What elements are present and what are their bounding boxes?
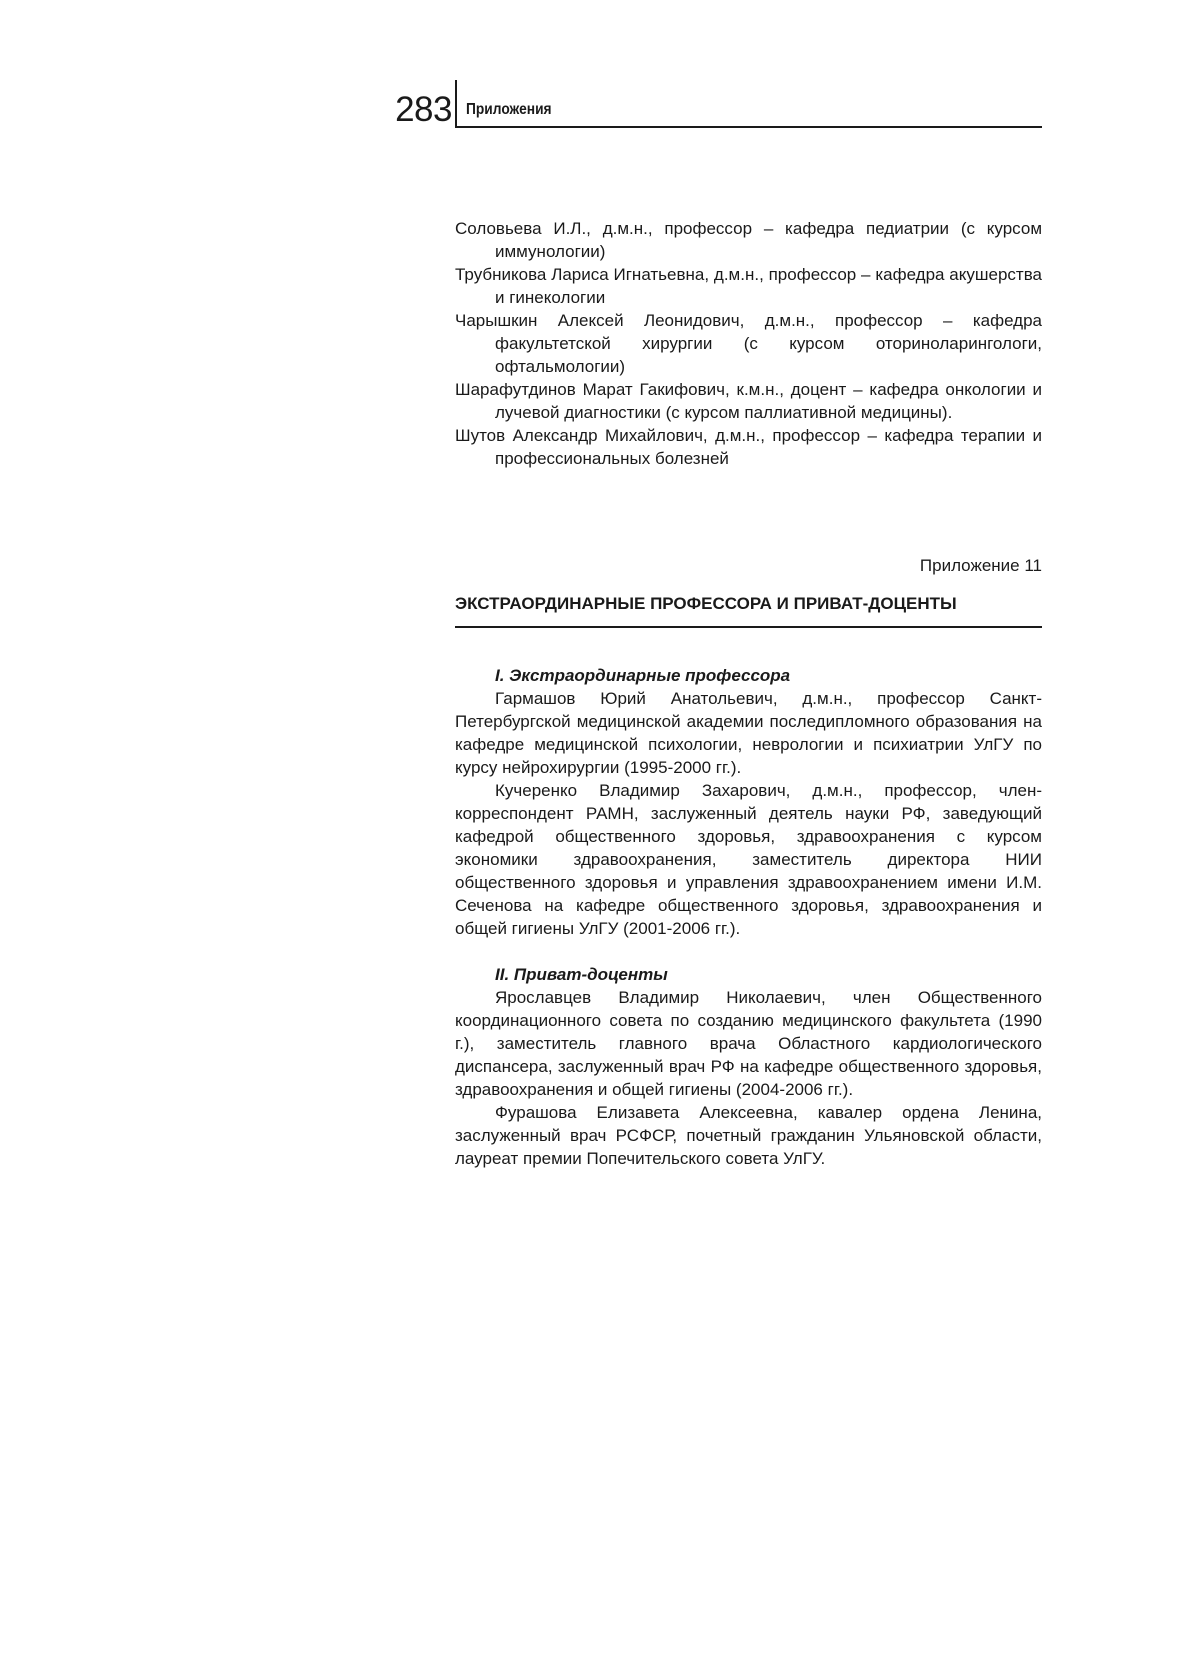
subsection-heading: I. Экстраординарные профессора [495,666,791,685]
biography-paragraph: Гармашов Юрий Анатольевич, д.м.н., профессор Санкт-Петербургской медицинской академии последипломного образования на кафедре медицинской психологии, неврологии и психиатрии УлГУ по курсу нейрохирургии (1995-2000 гг.). [455,689,1042,777]
staff-entry: Шарафутдинов Марат Гакифович, к.м.н., доцент – кафедра онкологии и лучевой диагностики (с курсом паллиативной медицины). [455,380,1042,422]
section-privat-docents [455,963,1042,1170]
page-header [382,80,1042,128]
section-extraordinary-professors [455,664,1042,940]
appendix-title: ЭКСТРАОРДИНАРНЫЕ ПРОФЕССОРА И ПРИВАТ-ДОЦЕНТЫ [455,592,1042,628]
page-content [455,217,1042,1170]
subsection-heading: II. Приват-доценты [495,965,668,984]
page-number: 283 [395,90,452,129]
staff-list [455,217,1042,470]
biography-paragraph: Ярославцев Владимир Николаевич, член Общественного координационного совета по созданию медицинского факультета (1990 г.), заместитель главного врача Областного кардиологического диспансера, заслуженный врач РФ на кафедре общественного здоровья, здравоохранения и общей гигиены (2004-2006 гг.). [455,988,1042,1099]
staff-entry: Шутов Александр Михайлович, д.м.н., профессор – кафедра терапии и профессиональных болезней [455,426,1042,468]
header-vertical-rule [455,80,457,128]
biography-paragraph: Кучеренко Владимир Захарович, д.м.н., профессор, член-корреспондент РАМН, заслуженный деятель науки РФ, заведующий кафедрой общественного здоровья, здравоохранения с курсом экономики здравоохранения, заместитель директора НИИ общественного здоровья и управления здравоохранением имени И.М. Сеченова на кафедре общественного здоровья, здравоохранения и общей гигиены УлГУ (2001-2006 гг.). [455,781,1042,938]
staff-entry: Трубникова Лариса Игнатьевна, д.м.н., профессор – кафедра акушерства и гинекологии [455,265,1042,307]
header-horizontal-rule [455,126,1042,128]
biography-paragraph: Фурашова Елизавета Алексеевна, кавалер ордена Ленина, заслуженный врач РСФСР, почетный гражданин Ульяновской области, лауреат премии Попечительского совета УлГУ. [455,1103,1042,1168]
appendix-label: Приложение 11 [919,556,1042,575]
running-head: Приложения [466,101,552,118]
staff-entry: Чарышкин Алексей Леонидович, д.м.н., профессор – кафедра факультетской хирургии (с курсом оториноларингологи, офтальмологии) [455,311,1042,376]
staff-entry: Соловьева И.Л., д.м.н., профессор – кафедра педиатрии (с курсом иммунологии) [455,219,1042,261]
